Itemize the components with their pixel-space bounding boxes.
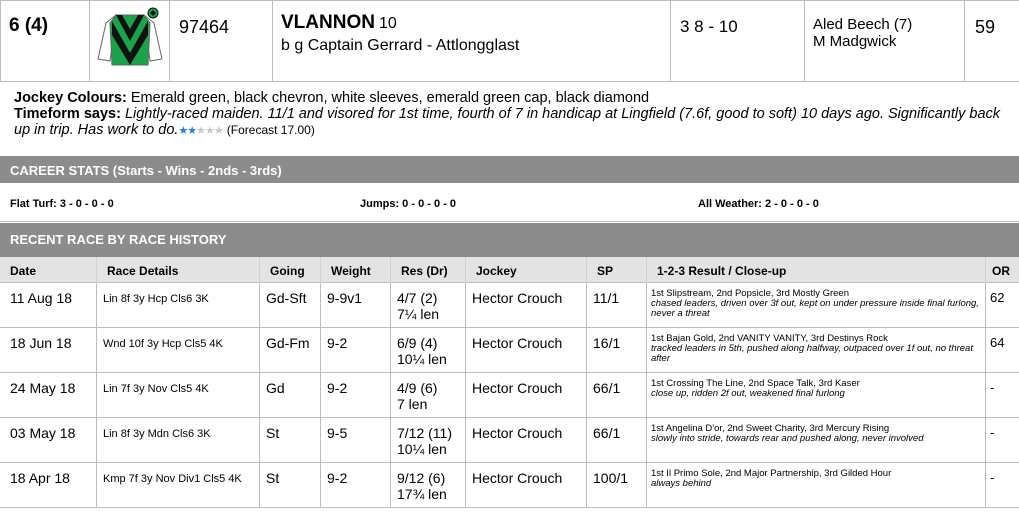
form-figures: 3 8 - 10 — [671, 1, 805, 81]
official-rating: 59 — [975, 17, 996, 37]
race-result-closeup — [647, 283, 986, 327]
starting-price: 66/1 — [587, 373, 647, 417]
runner-id: 97464 — [170, 1, 273, 81]
col-weight-header: Weight — [321, 257, 391, 283]
col-or-header: OR — [992, 264, 1010, 278]
placings: 1st Il Primo Sole, 2nd Major Partnership, 3rd Gilded Hour — [651, 468, 892, 479]
race-going: Gd-Sft — [260, 283, 321, 327]
table-row[interactable] — [0, 418, 1019, 463]
race-result-position — [391, 463, 466, 507]
in-running-comment: tracked leaders in 5th, pushed along halfway, outpaced over 1f out, no threat after — [651, 343, 973, 364]
race-result-closeup — [647, 328, 986, 372]
race-details[interactable]: Lin 8f 3y Mdn Cls6 3K — [97, 418, 260, 462]
col-sp-header: SP — [587, 257, 647, 283]
timeform-text: Lightly-raced maiden. 11/1 and visored for 1st time, fourth of 7 in handicap at Lingfield (7.6f, good to soft) 10 days ago. Significantly back up in trip. Has work to do. — [14, 106, 1001, 138]
table-row[interactable] — [0, 463, 1019, 508]
race-result-position — [391, 418, 466, 462]
timeform-comment — [14, 106, 1005, 139]
silks-icon — [90, 1, 170, 81]
race-details[interactable]: Lin 7f 3y Nov Cls5 4K — [97, 373, 260, 417]
race-details[interactable]: Wnd 10f 3y Hcp Cls5 4K — [97, 328, 260, 372]
career-stats-row — [0, 183, 1019, 222]
in-running-comment: chased leaders, driven over 3f out, kept on under pressure inside final furlong, never a threat — [651, 298, 979, 319]
race-going: Gd-Fm — [260, 328, 321, 372]
beaten-distance: 10¼ len — [397, 351, 447, 367]
placings: 1st Bajan Gold, 2nd VANITY VANITY, 3rd Destinys Rock — [651, 333, 888, 344]
official-rating-cell: - — [990, 470, 995, 485]
starting-price: 16/1 — [587, 328, 647, 372]
beaten-distance: 17¾ len — [397, 486, 447, 502]
finish-position: 4/7 (2) — [397, 290, 438, 306]
jockey-name[interactable]: Aled Beech (7) — [813, 16, 913, 33]
race-date: 03 May 18 — [0, 418, 97, 462]
race-weight: 9-2 — [321, 328, 391, 372]
flat-turf-stats: Flat Turf: 3 - 0 - 0 - 0 — [10, 198, 114, 210]
race-jockey[interactable]: Hector Crouch — [466, 463, 587, 507]
race-result-closeup — [647, 418, 986, 462]
race-jockey[interactable]: Hector Crouch — [466, 418, 587, 462]
placings: 1st Crossing The Line, 2nd Space Talk, 3rd Kaser — [651, 378, 860, 389]
trainer-name[interactable]: M Madgwick — [813, 33, 897, 50]
race-weight: 9-2 — [321, 373, 391, 417]
starting-price: 66/1 — [587, 418, 647, 462]
table-row[interactable] — [0, 328, 1019, 373]
race-details[interactable]: Kmp 7f 3y Nov Div1 Cls5 4K — [97, 463, 260, 507]
jockey-trainer — [805, 1, 965, 81]
jumps-stats: Jumps: 0 - 0 - 0 - 0 — [360, 198, 456, 210]
col-jockey-header: Jockey — [466, 257, 587, 283]
runner-info — [0, 86, 1019, 139]
runner-number: 6 (4) — [1, 1, 90, 81]
beaten-distance: 7¼ len — [397, 306, 440, 322]
race-date: 18 Jun 18 — [0, 328, 97, 372]
official-rating-cell: 62 — [990, 290, 1005, 305]
race-date: 11 Aug 18 — [0, 283, 97, 327]
horse-name[interactable]: VLANNON — [281, 12, 375, 33]
race-result-position — [391, 373, 466, 417]
col-going-header: Going — [260, 257, 321, 283]
official-rating-cell: - — [990, 380, 995, 395]
race-weight: 9-5 — [321, 418, 391, 462]
all-weather-stats: All Weather: 2 - 0 - 0 - 0 — [698, 198, 819, 210]
history-table-header — [0, 257, 1019, 283]
race-result-closeup — [647, 463, 986, 507]
race-result-position — [391, 328, 466, 372]
finish-position: 6/9 (4) — [397, 335, 438, 351]
beaten-distance: 7 len — [397, 396, 428, 412]
official-rating-cell: - — [990, 425, 995, 440]
finish-position: 4/9 (6) — [397, 380, 438, 396]
finish-position: 7/12 (11) — [397, 425, 452, 441]
race-going: Gd — [260, 373, 321, 417]
history-title: RECENT RACE BY RACE HISTORY — [0, 223, 1019, 257]
official-rating-cell: 64 — [990, 335, 1005, 350]
col-date-header: Date — [0, 257, 97, 283]
star-rating: ★★★★★ — [178, 125, 223, 137]
jockey-silks — [90, 1, 170, 81]
col-res-header: Res (Dr) — [391, 257, 466, 283]
career-stats-title: CAREER STATS (Starts - Wins - 2nds - 3rds) — [0, 156, 1019, 183]
in-running-comment: close up, ridden 2f out, weakened final furlong — [651, 388, 845, 399]
horse-age: 10 — [378, 15, 397, 32]
race-going: St — [260, 418, 321, 462]
race-details[interactable]: Lin 8f 3y Hcp Cls6 3K — [97, 283, 260, 327]
race-weight: 9-9v1 — [321, 283, 391, 327]
beaten-distance: 10¼ len — [397, 441, 447, 457]
race-result-position — [391, 283, 466, 327]
in-running-comment: always behind — [651, 478, 712, 489]
race-jockey[interactable]: Hector Crouch — [466, 328, 587, 372]
table-row[interactable] — [0, 373, 1019, 418]
timeform-label: Timeform says: — [14, 106, 121, 122]
in-running-comment: slowly into stride, towards rear and pushed along, never involved — [651, 433, 924, 444]
forecast-odds: (Forecast 17.00) — [226, 123, 315, 137]
placings: 1st Angelina D'or, 2nd Sweet Charity, 3rd Mercury Rising — [651, 423, 890, 434]
horse-name-cell — [273, 1, 671, 81]
table-row[interactable] — [0, 283, 1019, 328]
race-date: 18 Apr 18 — [0, 463, 97, 507]
race-date: 24 May 18 — [0, 373, 97, 417]
placings: 1st Slipstream, 2nd Popsicle, 3rd Mostly Green — [651, 288, 850, 299]
runner-header — [0, 0, 1019, 82]
race-jockey[interactable]: Hector Crouch — [466, 283, 587, 327]
jockey-colours — [14, 90, 1005, 106]
col-result-header: 1-2-3 Result / Close-up — [647, 257, 986, 283]
race-going: St — [260, 463, 321, 507]
race-jockey[interactable]: Hector Crouch — [466, 373, 587, 417]
race-weight: 9-2 — [321, 463, 391, 507]
starting-price: 11/1 — [587, 283, 647, 327]
colours-text: Emerald green, black chevron, white sleeves, emerald green cap, black diamond — [130, 90, 650, 106]
col-race-header: Race Details — [97, 257, 260, 283]
finish-position: 9/12 (6) — [397, 470, 446, 486]
colours-label: Jockey Colours: — [14, 90, 127, 106]
starting-price: 100/1 — [587, 463, 647, 507]
horse-breeding: b g Captain Gerrard - Attlongglast — [281, 37, 520, 54]
race-result-closeup — [647, 373, 986, 417]
